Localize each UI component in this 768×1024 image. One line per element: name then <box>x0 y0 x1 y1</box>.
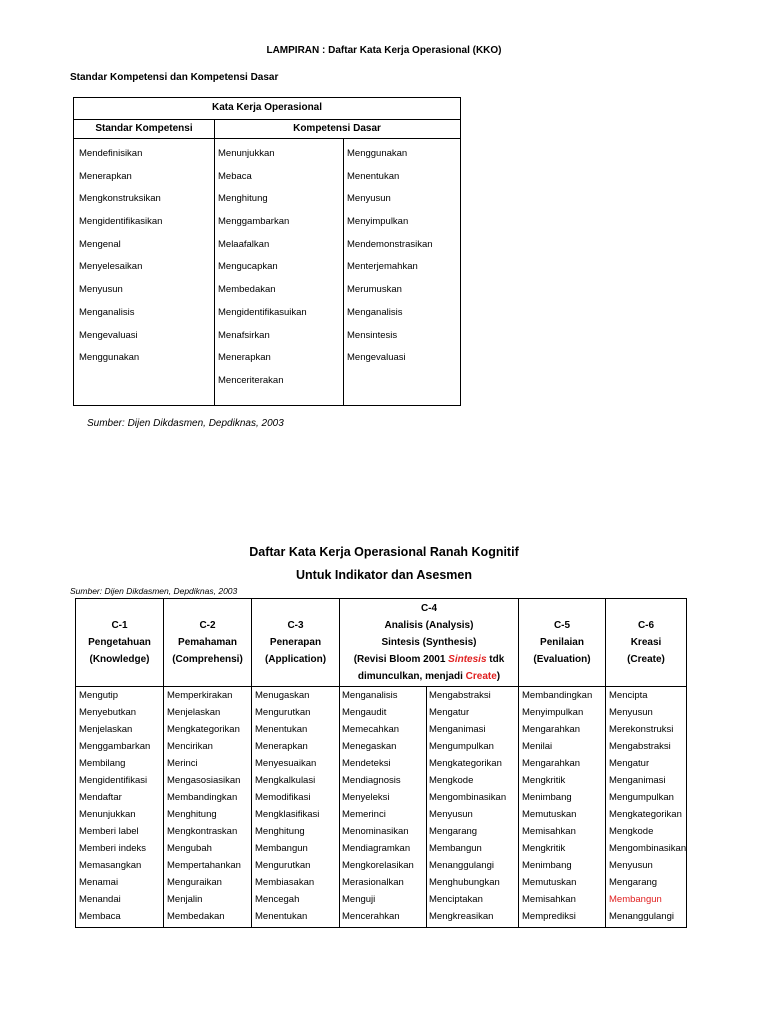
list-item: Mendiagnosis <box>342 775 401 786</box>
list-item: Menanggulangi <box>609 911 674 922</box>
list-item: Mengkritik <box>522 775 566 786</box>
header-english: (Knowledge) <box>89 654 150 665</box>
list-item: Menghitung <box>167 809 217 820</box>
section-subtitle: Untuk Indikator dan Asesmen <box>296 568 472 582</box>
list-item: Membangun <box>609 894 662 905</box>
list-item: Menjalin <box>167 894 203 905</box>
header-code: C-4 <box>420 603 438 614</box>
list-item: Menguji <box>342 894 376 905</box>
list-item: Mengarahkan <box>522 724 581 735</box>
list-item: Mensintesis <box>347 329 398 341</box>
header-code: C-6 <box>637 620 655 631</box>
list-item: Mengumpulkan <box>609 792 674 803</box>
list-item: Mengkonstruksikan <box>79 193 161 205</box>
list-item: Memecahkan <box>342 724 400 735</box>
list-item: Mengevaluasi <box>79 329 138 341</box>
kompetensi-dasar-column-2 <box>347 148 433 375</box>
column-divider <box>214 119 215 405</box>
highlight-text: Sintesis <box>448 654 487 665</box>
list-item: Mengkode <box>609 826 654 837</box>
list-item: Membandingkan <box>167 792 238 803</box>
list-item: Menganalisis <box>342 690 398 701</box>
list-item: Mengarahkan <box>522 758 581 769</box>
list-item: Memerinci <box>342 809 386 820</box>
section-heading: Standar Kompetensi dan Kompetensi Dasar <box>70 72 279 83</box>
list-item: Membangun <box>255 843 308 854</box>
list-item: Menentukan <box>255 724 308 735</box>
c2-verbs-column <box>167 687 241 925</box>
list-item: Mengubah <box>167 843 212 854</box>
list-item: Menentukan <box>347 170 400 182</box>
list-item: Mengkorelasikan <box>342 860 414 871</box>
header-note: (Revisi Bloom 2001 Sintesis tdk <box>353 654 505 665</box>
list-item: Mengkode <box>429 775 474 786</box>
header-c5 <box>519 599 605 686</box>
list-item: Mempertahankan <box>167 860 241 871</box>
header-c6 <box>606 599 686 686</box>
c5-verbs-column <box>522 687 592 925</box>
list-item: Memutuskan <box>522 877 577 888</box>
list-item: Memutuskan <box>522 809 577 820</box>
list-item: Mendefinisikan <box>79 148 143 159</box>
list-item: Menganimasi <box>429 724 486 735</box>
source-note: Sumber: Dijen Dikdasmen, Depdiknas, 2003 <box>70 586 238 596</box>
list-item: Menerapkan <box>218 352 271 364</box>
header-label: Pemahaman <box>178 637 237 648</box>
header-code: C-3 <box>287 620 304 631</box>
header-label: Penilaian <box>540 637 584 648</box>
list-item: Menghitung <box>218 193 268 205</box>
list-item: Memperkirakan <box>167 690 233 701</box>
header-c2 <box>164 599 251 686</box>
column-divider <box>426 686 427 927</box>
list-item: Memberi indeks <box>79 843 147 854</box>
list-item: Menamai <box>79 877 119 888</box>
list-item: Melaafalkan <box>218 238 270 250</box>
list-item: Menimbang <box>522 860 572 871</box>
list-item: Mendemonstrasikan <box>347 238 433 250</box>
list-item: Mengkategorikan <box>167 724 240 735</box>
list-item: Mengidentifikasikan <box>79 216 163 228</box>
list-item: Mendeteksi <box>342 758 391 769</box>
list-item: Menganimasi <box>609 775 666 786</box>
list-item: Mengkontraskan <box>167 826 238 837</box>
standar-kompetensi-column <box>79 148 162 375</box>
document-title: LAMPIRAN : Daftar Kata Kerja Operasional (KKO) <box>266 45 502 56</box>
list-item: Merumuskan <box>347 284 402 296</box>
header-label: Penerapan <box>269 637 322 648</box>
list-item: Mendiagramkan <box>342 843 411 854</box>
list-item: Memisahkan <box>522 894 576 905</box>
list-item: Mengombinasikan <box>609 843 687 854</box>
list-item: Mengombinasikan <box>429 792 507 803</box>
list-item: Menyusun <box>347 193 391 205</box>
table-column-headers <box>74 119 460 139</box>
header-label: Pengetahuan <box>88 637 151 648</box>
list-item: Mengatur <box>609 758 650 769</box>
list-item: Merasionalkan <box>342 877 404 888</box>
list-item: Menyusun <box>429 809 473 820</box>
list-item: Mengarang <box>609 877 658 888</box>
list-item: Mengkategorikan <box>429 758 502 769</box>
column-divider <box>343 138 344 405</box>
list-item: Membaca <box>79 911 121 922</box>
list-item: Menegaskan <box>342 741 397 752</box>
list-item: Mebaca <box>218 170 252 182</box>
list-item: Mendaftar <box>79 792 122 803</box>
kko-table <box>73 97 461 406</box>
list-item: Mengkalkulasi <box>255 775 316 786</box>
list-item: Menimbang <box>522 792 572 803</box>
list-item: Mengklasifikasi <box>255 809 320 820</box>
table-top-header: Kata Kerja Operasional <box>74 98 460 120</box>
list-item: Menganalisis <box>347 306 403 318</box>
list-item: Menerapkan <box>255 741 308 752</box>
header-english: (Create) <box>627 654 665 665</box>
list-item: Menyusun <box>609 707 653 718</box>
header-c1 <box>76 599 163 686</box>
list-item: Mengidentifikasi <box>79 775 148 786</box>
list-item: Mengevaluasi <box>347 352 406 364</box>
list-item: Menugaskan <box>255 690 310 701</box>
list-item: Menguraikan <box>167 877 222 888</box>
list-item: Mengidentifikasuikan <box>218 306 307 318</box>
list-item: Mengaudit <box>342 707 387 718</box>
header-c3 <box>252 599 339 686</box>
list-item: Mengabstraksi <box>429 690 491 701</box>
list-item: Membangun <box>429 843 482 854</box>
list-item: Menjelaskan <box>79 724 133 735</box>
list-item: Menganalisis <box>79 306 135 318</box>
list-item: Mengucapkan <box>218 261 278 273</box>
list-item: Mengkreasikan <box>429 911 494 922</box>
list-item: Mengatur <box>429 707 470 718</box>
c1-verbs-column <box>79 687 150 925</box>
list-item: Mengarang <box>429 826 478 837</box>
list-item: Memprediksi <box>522 911 576 922</box>
header-code: C-2 <box>199 620 216 631</box>
list-item: Mencirikan <box>167 741 213 752</box>
list-item: Menjelaskan <box>167 707 221 718</box>
list-item: Mengenal <box>79 238 121 250</box>
list-item: Mengkategorikan <box>609 809 682 820</box>
list-item: Menyusun <box>609 860 653 871</box>
list-item: Membedakan <box>218 284 276 296</box>
list-item: Memberi label <box>79 826 139 837</box>
list-item: Menceriterakan <box>218 374 284 386</box>
list-item: Memisahkan <box>522 826 576 837</box>
list-item: Menandai <box>79 894 121 905</box>
c3-verbs-column <box>255 687 319 925</box>
list-item: Membilang <box>79 758 126 769</box>
list-item: Menggambarkan <box>218 216 290 228</box>
list-item: Menentukan <box>255 911 308 922</box>
list-item: Mengabstraksi <box>609 741 671 752</box>
header-note: dimunculkan, menjadi Create) <box>357 671 501 682</box>
header-english: (Application) <box>264 654 327 665</box>
list-item: Mengurutkan <box>255 707 311 718</box>
list-item: Menyusun <box>79 284 123 296</box>
list-item: Menominasikan <box>342 826 409 837</box>
list-item: Menterjemahkan <box>347 261 418 273</box>
list-item: Menanggulangi <box>429 860 494 871</box>
list-item: Merekonstruksi <box>609 724 674 735</box>
source-note: Sumber: Dijen Dikdasmen, Depdiknas, 2003 <box>87 418 284 429</box>
list-item: Menyimpulkan <box>522 707 584 718</box>
list-item: Menyebutkan <box>79 707 137 718</box>
list-item: Mencegah <box>255 894 300 905</box>
highlight-text: Create <box>465 671 497 682</box>
list-item: Menyeleksi <box>342 792 390 803</box>
kompetensi-dasar-column-1 <box>218 148 307 398</box>
header-label: Sintesis (Synthesis) <box>381 637 477 648</box>
list-item: Menghitung <box>255 826 305 837</box>
cognitive-verbs-table <box>75 598 687 928</box>
list-item: Menerapkan <box>79 170 132 182</box>
list-item: Mengumpulkan <box>429 741 494 752</box>
list-item: Menggambarkan <box>79 741 151 752</box>
header-label: Analisis (Analysis) <box>384 620 474 631</box>
header-english: (Comprehensi) <box>172 654 243 665</box>
section-title: Daftar Kata Kerja Operasional Ranah Kognitif <box>249 545 519 559</box>
list-item: Menggunakan <box>347 148 408 159</box>
list-item: Menyesuaikan <box>255 758 317 769</box>
header-c4 <box>340 599 518 686</box>
header-code: C-1 <box>111 620 128 631</box>
list-item: Membiasakan <box>255 877 315 888</box>
header-code: C-5 <box>553 620 571 631</box>
list-item: Menilai <box>522 741 553 752</box>
list-item: Menggunakan <box>79 352 140 364</box>
list-item: Mengkritik <box>522 843 566 854</box>
list-item: Merinci <box>167 758 198 769</box>
list-item: Membandingkan <box>522 690 593 701</box>
list-item: Mengurutkan <box>255 860 311 871</box>
column-header-standar-kompetensi: Standar Kompetensi <box>95 123 193 134</box>
c4-verbs-column-2 <box>429 687 506 925</box>
list-item: Membedakan <box>167 911 225 922</box>
header-english: (Evaluation) <box>533 654 591 665</box>
list-item: Menunjukkan <box>79 809 136 820</box>
list-item: Memasangkan <box>79 860 142 871</box>
c6-verbs-column <box>609 687 686 925</box>
list-item: Menafsirkan <box>218 329 270 341</box>
list-item: Mencerahkan <box>342 911 400 922</box>
list-item: Menunjukkan <box>218 148 275 159</box>
list-item: Menghubungkan <box>429 877 500 888</box>
list-item: Mengasosiasikan <box>167 775 241 786</box>
list-item: Menciptakan <box>429 894 483 905</box>
c4-verbs-column-1 <box>342 687 414 925</box>
list-item: Menyelesaikan <box>79 261 143 273</box>
column-header-kompetensi-dasar: Kompetensi Dasar <box>293 123 381 134</box>
list-item: Mengutip <box>79 690 119 701</box>
header-label: Kreasi <box>630 637 662 648</box>
list-item: Menyimpulkan <box>347 216 409 228</box>
list-item: Memodifikasi <box>255 792 311 803</box>
list-item: Mencipta <box>609 690 648 701</box>
